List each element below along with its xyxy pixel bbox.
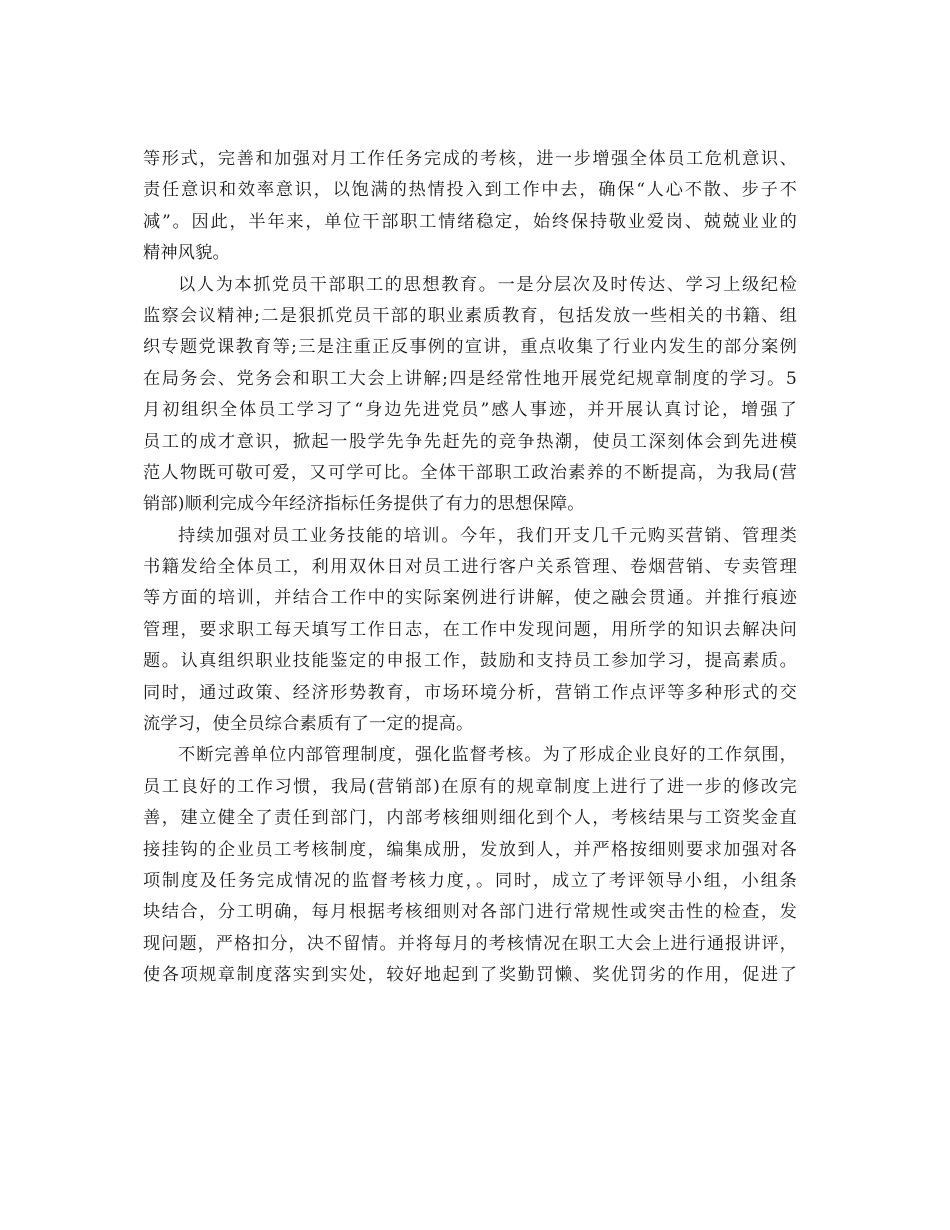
text-line: 精神风貌。 [143, 243, 230, 264]
document-body [143, 144, 797, 992]
text-line: 等方面的培训，并结合工作中的实际案例进行讲解，使之融会贯通。并推行痕迹 [143, 588, 797, 609]
text-line: 不断完善单位内部管理制度，强化监督考核。为了形成企业良好的工作氛围， [178, 745, 797, 766]
paragraph-4 [143, 740, 797, 991]
text-line: 以人为本抓党员干部职工的思想教育。一是分层次及时传达、学习上级纪检 [178, 274, 797, 295]
paragraph-3 [143, 521, 797, 741]
text-line: 书籍发给全体员工，利用双休日对员工进行客户关系管理、卷烟营销、专卖管理 [143, 557, 797, 578]
paragraph-1 [143, 144, 797, 270]
text-line: 员工良好的工作习惯，我局(营销部)在原有的规章制度上进行了进一步的修改完 [143, 776, 797, 797]
text-line: 织专题党课教育等;三是注重正反事例的宣讲，重点收集了行业内发生的部分案例 [143, 337, 797, 358]
text-line: 题。认真组织职业技能鉴定的申报工作，鼓励和支持员工参加学习，提高素质。 [143, 651, 797, 672]
text-line: 使各项规章制度落实到实处，较好地起到了奖勤罚懒、奖优罚劣的作用，促进了 [143, 965, 797, 986]
text-line: 员工的成才意识，掀起一股学先争先赶先的竞争热潮，使员工深刻体会到先进模 [143, 431, 797, 452]
text-line: 现问题，严格扣分，决不留情。并将每月的考核情况在职工大会上进行通报讲评， [143, 933, 797, 954]
text-line: 善，建立健全了责任到部门，内部考核细则细化到个人，考核结果与工资奖金直 [143, 808, 797, 829]
text-line: 同时，通过政策、经济形势教育，市场环境分析，营销工作点评等多种形式的交 [143, 682, 797, 703]
text-line: 责任意识和效率意识，以饱满的热情投入到工作中去，确保“人心不散、步子不 [143, 180, 797, 201]
text-line: 持续加强对员工业务技能的培训。今年，我们开支几千元购买营销、管理类 [178, 525, 797, 546]
text-line: 项制度及任务完成情况的监督考核力度，。同时，成立了考评领导小组，小组条 [143, 870, 797, 891]
text-line: 接挂钩的企业员工考核制度，编集成册，发放到人，并严格按细则要求加强对各 [143, 839, 797, 860]
text-line: 管理，要求职工每天填写工作日志，在工作中发现问题，用所学的知识去解决问 [143, 619, 797, 640]
text-line: 减”。因此，半年来，单位干部职工情绪稳定，始终保持敬业爱岗、兢兢业业的 [143, 211, 797, 232]
text-line: 范人物既可敬可爱，又可学可比。全体干部职工政治素养的不断提高，为我局(营 [143, 462, 797, 483]
text-line: 在局务会、党务会和职工大会上讲解;四是经常性地开展党纪规章制度的学习。5 [143, 368, 797, 389]
text-line: 块结合，分工明确，每月根据考核细则对各部门进行常规性或突击性的检查，发 [143, 902, 797, 923]
paragraph-2 [143, 270, 797, 521]
text-line: 监察会议精神;二是狠抓党员干部的职业素质教育，包括发放一些相关的书籍、组 [143, 305, 797, 326]
text-line: 等形式，完善和加强对月工作任务完成的考核，进一步增强全体员工危机意识、 [143, 149, 797, 169]
text-line: 月初组织全体员工学习了“身边先进党员”感人事迹，并开展认真讨论，增强了 [143, 400, 797, 421]
text-line: 流学习，使全员综合素质有了一定的提高。 [143, 714, 474, 735]
text-line: 销部)顺利完成今年经济指标任务提供了有力的思想保障。 [143, 494, 585, 515]
